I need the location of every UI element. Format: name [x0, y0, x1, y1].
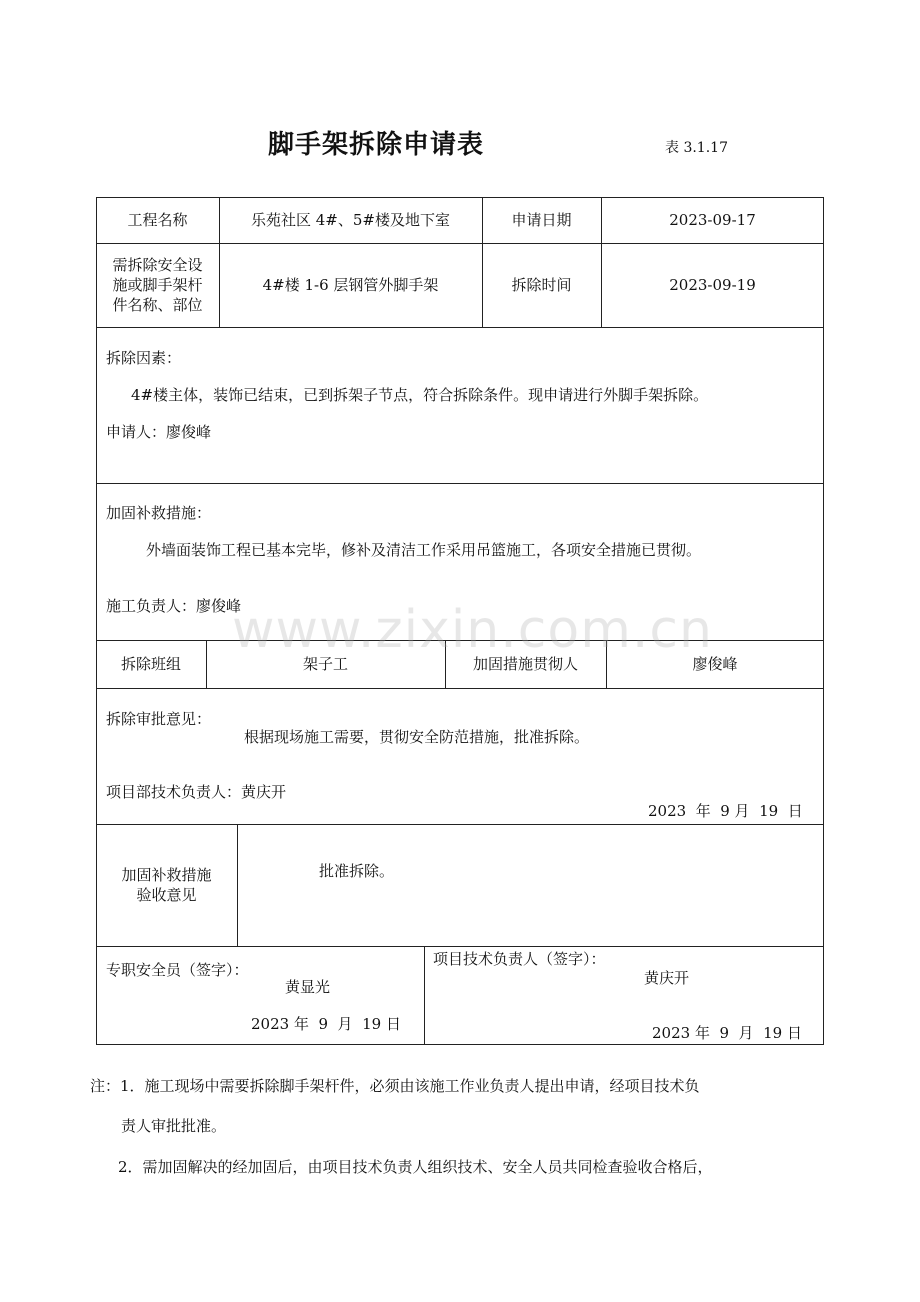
safety-officer-date: 2023 年 9 月 19 日: [251, 1015, 401, 1033]
tech-lead: 项目部技术负责人：黄庆开: [106, 783, 287, 801]
acceptance-text: 批准拆除。: [319, 862, 395, 880]
applicant: 申请人：廖俊峰: [106, 423, 212, 441]
row-divider: [96, 688, 824, 689]
col-divider: [424, 946, 425, 1045]
row-divider: [96, 483, 824, 484]
reason-text: 4#楼主体，装饰已结束，已到拆架子节点，符合拆除条件。现申请进行外脚手架拆除。: [131, 386, 709, 404]
apply-date: 2023-09-17: [669, 210, 756, 229]
tech-lead-sign-label: 项目技术负责人（签字）：: [433, 950, 606, 968]
note-line: 2．需加固解决的经加固后，由项目技术负责人组织技术、安全人员共同检查验收合格后，: [118, 1158, 713, 1176]
acceptance-label-line: 验收意见: [136, 886, 197, 904]
label-item-line: 施或脚手架杆: [112, 275, 203, 294]
col-divider: [237, 824, 238, 946]
approval-date: 2023 年 9 月 19 日: [648, 802, 803, 820]
label-team: 拆除班组: [120, 654, 181, 673]
construction-leader: 施工负责人：廖俊峰: [106, 597, 242, 615]
tech-lead-sign-date: 2023 年 9 月 19 日: [652, 1024, 802, 1042]
watermark: www.zixin.com.cn: [232, 600, 713, 660]
approval-label: 拆除审批意见：: [106, 710, 212, 728]
label-removal-time: 拆除时间: [511, 275, 572, 294]
acceptance-label-line: 加固补救措施: [121, 865, 212, 884]
label-project-name: 工程名称: [127, 210, 188, 229]
safety-officer-label: 专职安全员（签字）：: [106, 961, 249, 979]
note-line: 责人审批批准。: [121, 1117, 227, 1135]
label-measure-person: 加固措施贯彻人: [472, 654, 578, 673]
approval-text: 根据现场施工需要，贯彻安全防范措施，批准拆除。: [244, 728, 590, 746]
item-name: 4#楼 1-6 层钢管外脚手架: [262, 275, 439, 294]
measures-text: 外墙面装饰工程已基本完毕，修补及清洁工作采用吊篮施工，各项安全措施已贯彻。: [146, 541, 702, 559]
acceptance-label: [96, 824, 237, 946]
team: 架子工: [302, 654, 348, 673]
row-divider: [96, 327, 824, 328]
reason-label: 拆除因素：: [106, 349, 182, 367]
page-title: 脚手架拆除申请表: [268, 130, 485, 160]
measures-label: 加固补救措施：: [106, 504, 212, 522]
safety-officer-name: 黄显光: [285, 978, 331, 996]
label-item-line: 件名称、部位: [112, 296, 203, 315]
label-item: [96, 243, 219, 327]
project-name: 乐苑社区 4#、5#楼及地下室: [251, 210, 450, 229]
tech-lead-sign-name: 黄庆开: [644, 969, 690, 987]
note-line: 注：1．施工现场中需要拆除脚手架杆件，必须由该施工作业负责人提出申请，经项目技术负: [90, 1077, 700, 1095]
form-code: 表 3.1.17: [665, 140, 728, 156]
row-divider: [96, 946, 824, 947]
removal-time: 2023-09-19: [669, 275, 756, 294]
label-item-line: 需拆除安全设: [112, 255, 203, 274]
label-apply-date: 申请日期: [511, 210, 572, 229]
measure-person: 廖俊峰: [692, 654, 738, 673]
